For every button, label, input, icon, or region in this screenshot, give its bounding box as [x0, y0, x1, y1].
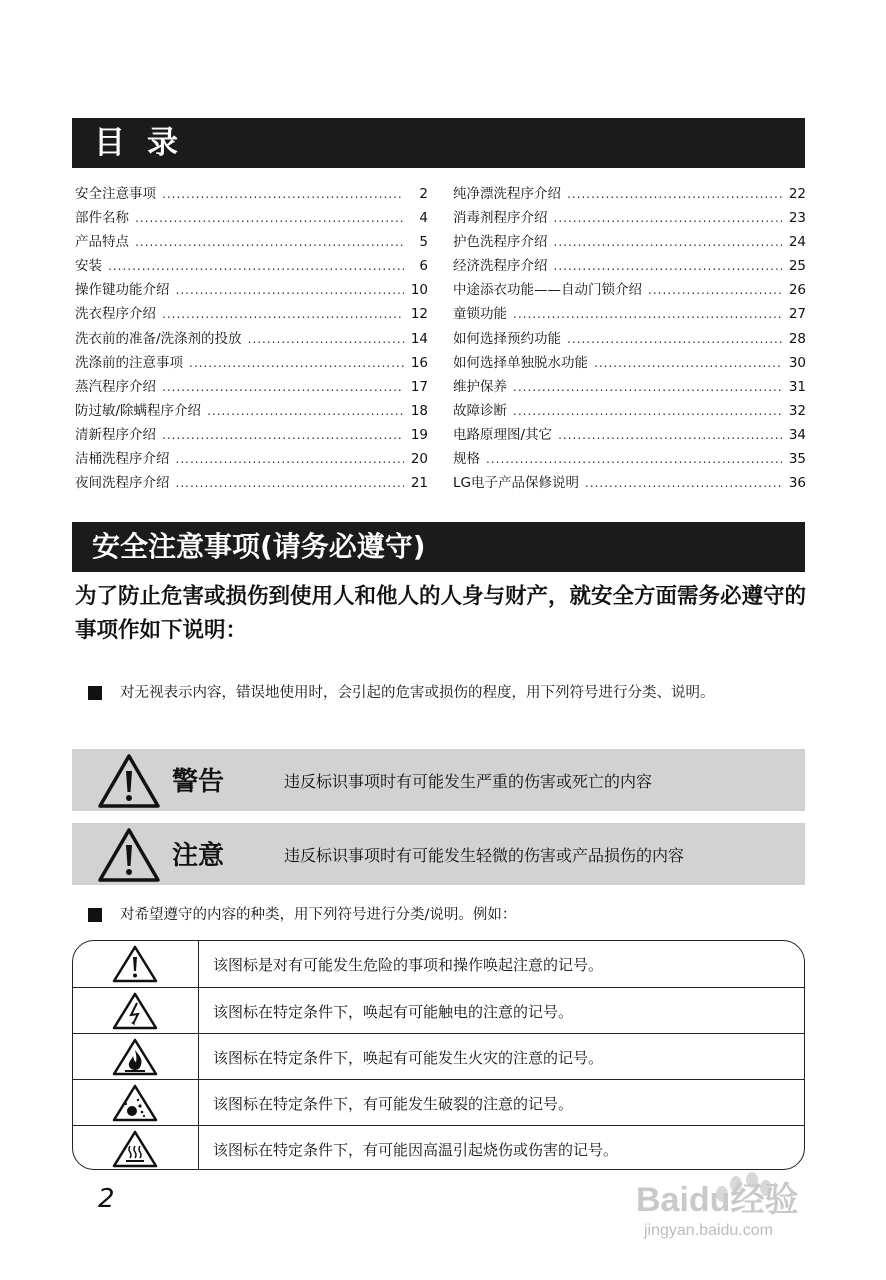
toc-entry[interactable]	[75, 206, 428, 230]
symbol-description: 该图标在特定条件下，唤起有可能触电的注意的记号。	[213, 1003, 574, 1021]
toc-entry-page: 14	[410, 330, 428, 347]
toc-entry[interactable]	[75, 302, 428, 326]
toc-entry-page: 16	[410, 354, 428, 371]
note-2	[88, 901, 810, 929]
toc-entry[interactable]	[453, 254, 806, 278]
warning-description: 违反标识事项时有可能发生严重的伤害或死亡的内容	[284, 772, 653, 791]
toc-entry-title: 故障诊断	[453, 402, 507, 419]
toc-entry-page: 25	[788, 258, 806, 275]
toc-entry-page: 35	[788, 451, 806, 468]
toc-entry[interactable]	[453, 375, 806, 399]
warning-label: 警告	[172, 767, 225, 797]
toc-leader-dots	[554, 211, 783, 225]
toc-entry-title: 安装	[75, 258, 102, 275]
toc-leader-dots	[554, 235, 783, 249]
toc-entry-page: 17	[410, 378, 428, 395]
toc-leader-dots	[513, 380, 782, 394]
symbol-icon-cell	[73, 1034, 199, 1079]
toc-entry-title: 消毒剂程序介绍	[453, 210, 548, 227]
toc-entry-page: 19	[410, 426, 428, 443]
warning-triangle-icon	[97, 753, 161, 809]
symbol-description: 该图标在特定条件下，有可能因高温引起烧伤或伤害的记号。	[213, 1141, 619, 1159]
toc-leader-dots	[176, 476, 405, 490]
toc-leader-dots	[486, 452, 782, 466]
symbol-row	[73, 987, 804, 1033]
toc-entry-page: 24	[788, 234, 806, 251]
caution-description: 违反标识事项时有可能发生轻微的伤害或产品损伤的内容	[284, 846, 685, 865]
toc-entry-page: 36	[788, 475, 806, 492]
page-number: 2	[98, 1184, 115, 1214]
hot-surface-triangle-icon	[112, 1130, 158, 1168]
toc-entry[interactable]	[453, 302, 806, 326]
toc-entry-title: 纯净漂洗程序介绍	[453, 186, 561, 202]
toc-entry-title: 中途添衣功能——自动门锁介绍	[453, 282, 642, 299]
toc-leader-dots	[176, 283, 405, 297]
toc-entry-title: 规格	[453, 451, 480, 468]
toc-entry[interactable]	[453, 182, 806, 206]
symbol-description: 该图标在特定条件下，有可能发生破裂的注意的记号。	[213, 1095, 574, 1113]
note-1-text: 对无视表示内容，错误地使用时，会引起的危害或损伤的程度，用下列符号进行分类、说明。	[120, 685, 715, 701]
toc-entry-title: 产品特点	[75, 234, 129, 251]
watermark-brand: Baidu经验	[636, 1181, 799, 1219]
toc-entry-title: 安全注意事项	[75, 186, 156, 202]
symbol-row	[73, 1033, 804, 1079]
toc-entry[interactable]	[453, 447, 806, 471]
toc-entry-title: 经济洗程序介绍	[453, 258, 548, 275]
toc-leader-dots	[513, 307, 782, 321]
caution-label: 注意	[172, 841, 225, 871]
toc-entry-title: 操作键功能介绍	[75, 282, 170, 299]
watermark-url: jingyan.baidu.com	[644, 1222, 773, 1239]
toc-entry[interactable]	[75, 423, 428, 447]
toc-leader-dots	[567, 332, 782, 346]
explosion-triangle-icon	[112, 1084, 158, 1122]
toc-entry-title: 洁桶洗程序介绍	[75, 451, 170, 468]
toc-leader-dots	[248, 332, 404, 346]
toc-leader-dots	[189, 356, 404, 370]
toc-entry[interactable]	[75, 182, 428, 206]
toc-leader-dots	[207, 404, 404, 418]
symbol-description: 该图标在特定条件下，唤起有可能发生火灾的注意的记号。	[213, 1049, 604, 1067]
toc-entry[interactable]	[453, 230, 806, 254]
toc-entry[interactable]	[75, 278, 428, 302]
toc-entry-page: 18	[410, 402, 428, 419]
toc-leader-dots	[135, 211, 404, 225]
toc-entry-title: 洗衣程序介绍	[75, 306, 156, 323]
toc-leader-dots	[648, 283, 782, 297]
toc-left-column	[75, 182, 428, 495]
toc-leader-dots	[585, 476, 782, 490]
toc-entry-page: 30	[788, 354, 806, 371]
toc-entry-page: 6	[419, 258, 428, 275]
toc-entry[interactable]	[453, 351, 806, 375]
toc-entry-title: 护色洗程序介绍	[453, 234, 548, 251]
symbol-icon-cell	[73, 1080, 199, 1125]
toc-entry-title: 夜间洗程序介绍	[75, 475, 170, 492]
toc-entry[interactable]	[453, 206, 806, 230]
toc-entry[interactable]	[75, 471, 428, 495]
black-square-bullet-icon	[88, 908, 102, 922]
toc-entry[interactable]	[453, 471, 806, 495]
toc-entry-title: 如何选择单独脱水功能	[453, 354, 588, 371]
black-square-bullet-icon	[88, 686, 102, 700]
caution-triangle-icon	[97, 827, 161, 883]
toc-leader-dots	[554, 259, 783, 273]
toc-entry-title: LG电子产品保修说明	[453, 475, 579, 492]
toc-entry[interactable]	[75, 447, 428, 471]
safety-intro-text: 为了防止危害或损伤到使用人和他人的人身与财产，就安全方面需务必遵守的事项作如下说明：	[75, 584, 807, 643]
toc-entry-page: 10	[410, 282, 428, 299]
toc-entry[interactable]	[75, 399, 428, 423]
toc-entry-page: 4	[419, 210, 428, 227]
warning-box	[72, 749, 805, 811]
toc-entry-title: 防过敏/除螨程序介绍	[75, 402, 202, 419]
toc-entry-page: 12	[410, 306, 428, 323]
toc-heading: 目录	[72, 118, 805, 168]
toc-leader-dots	[135, 235, 404, 249]
toc-leader-dots	[513, 404, 782, 418]
toc-entry-title: 清新程序介绍	[75, 426, 156, 443]
symbol-icon-cell	[73, 941, 199, 987]
toc-entry-page: 21	[410, 475, 428, 492]
toc-leader-dots	[162, 428, 404, 442]
symbol-table	[72, 940, 805, 1170]
toc-entry-page: 20	[410, 451, 428, 468]
toc-entry-title: 维护保养	[453, 378, 507, 395]
symbol-row	[73, 1125, 804, 1170]
toc-entry[interactable]	[75, 230, 428, 254]
fire-triangle-icon	[112, 1038, 158, 1076]
symbol-description: 该图标是对有可能发生危险的事项和操作唤起注意的记号。	[213, 956, 604, 974]
toc-leader-dots	[567, 187, 782, 201]
note-2-text: 对希望遵守的内容的种类，用下列符号进行分类/说明。例如：	[120, 907, 517, 923]
electric-shock-triangle-icon	[112, 992, 158, 1030]
caution-box	[72, 823, 805, 885]
symbol-icon-cell	[73, 988, 199, 1033]
toc-entry[interactable]	[453, 278, 806, 302]
toc-leader-dots	[162, 307, 404, 321]
toc-entry-title: 童锁功能	[453, 306, 507, 323]
toc-entry-page: 34	[788, 426, 806, 443]
toc-entry-page: 22	[788, 186, 806, 202]
toc-leader-dots	[594, 356, 782, 370]
toc-entry-page: 26	[788, 282, 806, 299]
exclamation-triangle-icon	[112, 945, 158, 983]
symbol-icon-cell	[73, 1126, 199, 1170]
toc-entry-title: 电路原理图/其它	[453, 426, 553, 443]
toc-entry-page: 28	[788, 330, 806, 347]
toc-entry-title: 洗涤前的注意事项	[75, 354, 183, 371]
note-1	[88, 679, 810, 707]
toc-entry-title: 如何选择预约功能	[453, 330, 561, 347]
toc-entry[interactable]	[75, 351, 428, 375]
toc-entry-page: 31	[788, 378, 806, 395]
toc-entry-page: 27	[788, 306, 806, 323]
toc-entry[interactable]	[75, 375, 428, 399]
toc-leader-dots	[162, 187, 404, 201]
toc-leader-dots	[558, 428, 782, 442]
toc-entry-title: 部件名称	[75, 210, 129, 227]
toc-leader-dots	[176, 452, 405, 466]
toc-leader-dots	[108, 259, 404, 273]
safety-heading: 安全注意事项(请务必遵守)	[72, 522, 805, 572]
toc-entry[interactable]	[453, 327, 806, 351]
toc-entry[interactable]	[453, 399, 806, 423]
toc-leader-dots	[162, 380, 404, 394]
toc-entry-page: 5	[419, 234, 428, 251]
toc-entry-title: 蒸汽程序介绍	[75, 378, 156, 395]
toc-entry-title: 洗衣前的准备/洗涤剂的投放	[75, 330, 242, 347]
symbol-row	[73, 941, 804, 987]
toc-entry-page: 32	[788, 402, 806, 419]
toc-right-column	[453, 182, 806, 495]
toc-entry[interactable]	[75, 254, 428, 278]
toc-entry-page: 23	[788, 210, 806, 227]
toc-entry-page: 2	[419, 186, 428, 202]
toc-entry[interactable]	[75, 327, 428, 351]
toc-entry[interactable]	[453, 423, 806, 447]
symbol-row	[73, 1079, 804, 1125]
